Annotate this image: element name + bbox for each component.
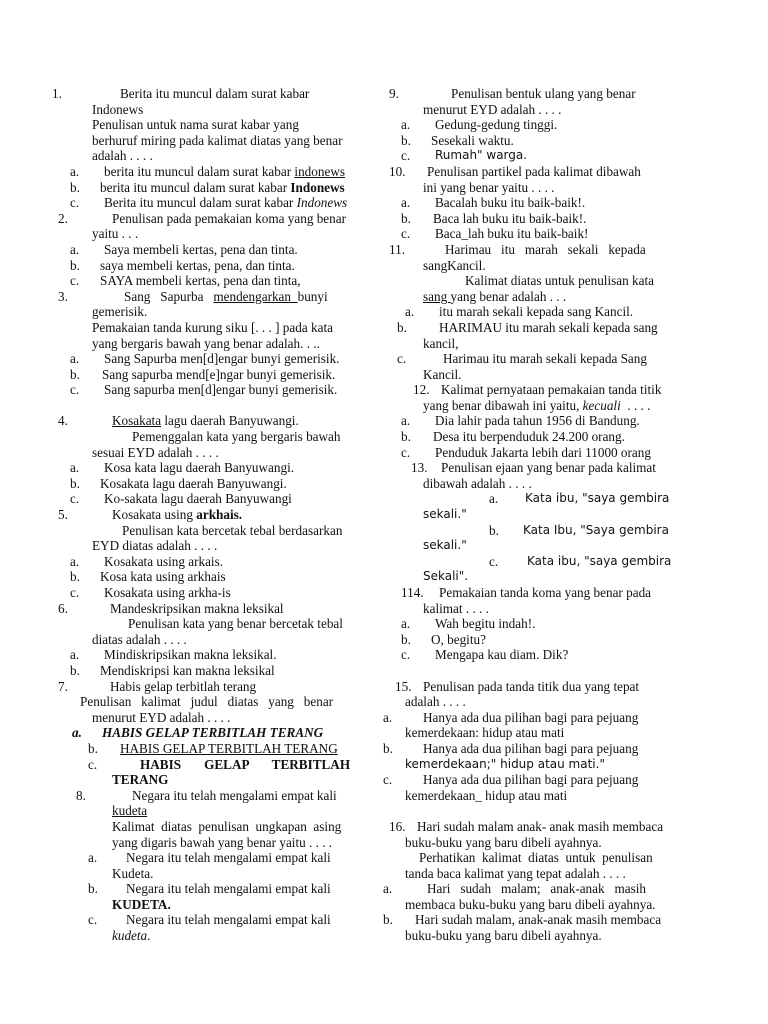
question-number: 4.: [58, 413, 68, 429]
option-label: a.: [489, 491, 499, 507]
question-text: Indonews: [92, 101, 144, 117]
option-text: Sesekali waktu.: [431, 132, 514, 148]
option-text: Hanya ada dua pilihan bagi para pejuang: [423, 740, 639, 756]
option-text: buku-buku yang baru dibeli ayahnya.: [405, 928, 602, 944]
option-c[interactable]: [383, 554, 679, 570]
option-text: Rumah" warga.: [435, 148, 528, 163]
option-label: c.: [401, 444, 411, 460]
option-label: b.: [70, 179, 80, 195]
option-text: berita itu muncul dalam surat kabar: [100, 179, 291, 195]
option-label: a.: [401, 616, 411, 632]
option-text: Negara itu telah mengalami empat kali: [126, 850, 331, 866]
option-label: b.: [70, 662, 80, 678]
option-label: a.: [401, 117, 411, 133]
option-a[interactable]: [52, 351, 366, 367]
question-text: buku-buku yang baru dibeli ayahnya.: [405, 834, 602, 850]
question-text: Habis gelap terbitlah terang: [110, 678, 257, 694]
option-a[interactable]: [383, 710, 679, 726]
question-text: Penulisan partikel pada kalimat dibawah: [427, 163, 641, 179]
question-3: [52, 289, 366, 305]
option-b[interactable]: [383, 211, 679, 227]
option-text: HABIS GELAP TERBITLAH TERANG: [102, 725, 324, 741]
option-text: Baca_lah buku itu baik-baik!: [435, 226, 589, 242]
option-label: b.: [401, 631, 411, 647]
option-text: saya membeli kertas, pena, dan tinta.: [100, 257, 295, 273]
option-label: a.: [70, 163, 80, 179]
option-label: c.: [70, 273, 80, 289]
question-text: Penulisan ejaan yang benar pada kalimat: [441, 460, 656, 476]
question-text: Pemakaian tanda kurung siku [. . . ] pada kata: [92, 319, 333, 335]
option-label: a.: [70, 460, 80, 476]
option-text: kudeta: [112, 928, 148, 944]
option-text: Kosa kata lagu daerah Banyuwangi.: [104, 460, 295, 476]
option-label: a.: [88, 850, 98, 866]
option-label: c.: [401, 647, 411, 663]
option-c[interactable]: [383, 647, 679, 663]
option-a[interactable]: [383, 616, 679, 632]
question-text: Kalimat diatas untuk penulisan kata: [465, 273, 654, 289]
option-a[interactable]: [383, 117, 679, 133]
option-label: a.: [70, 647, 80, 663]
option-b[interactable]: [383, 523, 679, 539]
right-column: [383, 86, 679, 944]
option-c[interactable]: [383, 351, 679, 367]
question-text: gemerisik.: [92, 304, 148, 320]
option-word: indonews: [294, 163, 345, 179]
option-label: c.: [70, 491, 80, 507]
question-text: . . . .: [620, 397, 651, 413]
option-label: b.: [383, 740, 393, 756]
option-a[interactable]: [52, 164, 366, 180]
option-text: Kudeta.: [112, 865, 154, 881]
question-text: bunyi: [297, 288, 328, 304]
question-text: berhuruf miring pada kalimat diatas yang benar: [92, 132, 343, 148]
option-text: HARIMAU itu marah sekali kepada sang: [439, 319, 658, 335]
option-text: sekali.": [423, 507, 467, 522]
underlined-word: sang: [423, 288, 451, 304]
question-text: Kalimat pernyataan pemakaian tanda titik: [441, 382, 662, 398]
option-label: a.: [401, 195, 411, 211]
question-text: yang digaris bawah yang benar yaitu . . . .: [112, 834, 333, 850]
option-text: HABIS GELAP TERBITLAH: [140, 756, 351, 772]
option-b[interactable]: [52, 741, 366, 757]
question-15: [383, 679, 679, 695]
option-text: itu marah sekali kepada sang Kancil.: [439, 304, 634, 320]
option-text: Kata ibu, "saya gembira: [527, 553, 672, 568]
option-label: b.: [489, 522, 499, 538]
option-word: Indonews: [296, 195, 348, 211]
option-a[interactable]: [52, 242, 366, 258]
option-b[interactable]: [52, 476, 366, 492]
option-label: c.: [489, 553, 499, 569]
question-text: dibawah adalah . . . .: [423, 475, 532, 491]
option-c[interactable]: [383, 445, 679, 461]
option-text: Hanya ada dua pilihan bagi para pejuang: [423, 709, 639, 725]
question-text: Sang Sapurba: [124, 288, 214, 304]
option-b[interactable]: [52, 258, 366, 274]
question-text: Harimau itu marah sekali kepada: [445, 241, 646, 257]
question-16: [383, 819, 679, 835]
question-number: 13.: [411, 460, 428, 476]
option-text: Sang Sapurba men[d]engar bunyi gemerisik.: [104, 351, 340, 367]
option-text: Negara itu telah mengalami empat kali: [126, 881, 331, 897]
question-6: [52, 601, 366, 617]
option-label: a.: [383, 709, 393, 725]
punctuation: .: [147, 928, 151, 944]
option-text: Ko-sakata lagu daerah Banyuwangi: [104, 491, 292, 507]
question-text: Penulisan kalimat judul diatas yang benar: [80, 694, 334, 710]
bold-word: arkhais.: [196, 507, 243, 523]
option-text: kemerdekaan: hidup atau mati: [405, 725, 565, 741]
question-text: yaitu . . .: [92, 226, 139, 242]
option-text: Harimau itu marah sekali kepada Sang: [443, 351, 647, 367]
option-label: a.: [70, 553, 80, 569]
question-text: sangKancil.: [423, 257, 486, 273]
option-label: c.: [401, 226, 411, 242]
option-c[interactable]: [383, 226, 679, 242]
option-a[interactable]: [52, 647, 366, 663]
option-a[interactable]: [383, 491, 679, 507]
option-label: a.: [70, 241, 80, 257]
option-text: Mendiskripsi kan makna leksikal: [100, 662, 275, 678]
question-text: yang bergaris bawah yang benar adalah. . ..: [92, 335, 320, 351]
option-text: Baca lah buku itu baik-baik!.: [433, 210, 587, 226]
option-b[interactable]: [52, 367, 366, 383]
question-number: 2.: [58, 210, 68, 226]
option-text: membaca buku-buku yang baru dibeli ayahnya.: [405, 896, 656, 912]
option-a[interactable]: [383, 881, 679, 897]
option-label: b.: [70, 475, 80, 491]
question-text: diatas adalah . . . .: [92, 631, 187, 647]
option-text: Gedung-gedung tinggi.: [435, 117, 558, 133]
option-text: KUDETA.: [112, 896, 171, 912]
option-b[interactable]: [52, 180, 366, 196]
option-a[interactable]: [383, 304, 679, 320]
option-text: berita itu muncul dalam surat kabar: [104, 163, 295, 179]
question-text: Mandeskripsikan makna leksikal: [110, 600, 284, 616]
option-label: c.: [397, 351, 407, 367]
option-label: c.: [401, 148, 411, 164]
option-label: c.: [70, 382, 80, 398]
option-label: a.: [383, 881, 393, 897]
option-text: Kata Ibu, "Saya gembira: [523, 522, 669, 537]
question-text: Penulisan pada tanda titik dua yang tepat: [423, 678, 640, 694]
question-text: sesuai EYD adalah . . . .: [92, 444, 219, 460]
option-a[interactable]: [52, 460, 366, 476]
option-text: Kosakata using arkais.: [104, 553, 224, 569]
question-number: 114.: [401, 585, 424, 600]
option-label: c.: [383, 772, 393, 788]
option-label: b.: [70, 569, 80, 585]
option-text: SAYA membeli kertas, pena dan tinta,: [100, 273, 301, 289]
option-label: b.: [70, 366, 80, 382]
question-1: [52, 86, 366, 102]
question-text: ini yang benar yaitu . . . .: [423, 179, 555, 195]
option-label: b.: [88, 740, 98, 756]
question-text: lagu daerah Banyuwangi.: [161, 413, 299, 429]
question-text: Penulisan pada pemakaian koma yang benar: [112, 210, 346, 226]
option-a[interactable]: [52, 554, 366, 570]
option-text: Sekali".: [423, 569, 469, 584]
option-text: Kosakata lagu daerah Banyuwangi.: [100, 475, 287, 491]
option-text: Wah begitu indah!.: [435, 616, 536, 632]
option-a[interactable]: [383, 195, 679, 211]
option-label: c.: [70, 195, 80, 211]
question-text: Pemakaian tanda koma yang benar pada: [439, 585, 652, 600]
option-a[interactable]: [52, 725, 366, 741]
question-13: [383, 460, 679, 476]
question-text: Kalimat diatas penulisan ungkapan asing: [112, 818, 342, 834]
left-column: [52, 86, 366, 944]
option-label: a.: [401, 413, 411, 429]
option-b[interactable]: [383, 429, 679, 445]
option-b[interactable]: [52, 881, 366, 897]
option-text: Kosakata using arkha-is: [104, 585, 231, 600]
option-b[interactable]: [383, 320, 679, 336]
question-text: kalimat . . . .: [423, 600, 489, 616]
question-text: Penulisan kata yang benar bercetak tebal: [128, 616, 343, 632]
option-text: Mindiskripsikan makna leksikal.: [104, 647, 277, 663]
option-text: Negara itu telah mengalami empat kali: [126, 912, 331, 928]
option-c[interactable]: [52, 585, 366, 601]
question-number: 11.: [389, 241, 405, 257]
option-text: Kosa kata using arkhais: [100, 569, 226, 585]
option-a[interactable]: [383, 413, 679, 429]
question-number: 15.: [395, 678, 412, 694]
option-text: Kancil.: [423, 366, 462, 382]
option-b[interactable]: [52, 663, 366, 679]
option-label: a.: [405, 304, 415, 320]
question-text: Penulisan kata bercetak tebal berdasarkan: [122, 522, 343, 538]
option-label: b.: [88, 881, 98, 897]
option-label: c.: [70, 585, 80, 600]
question-text: menurut EYD adalah . . . .: [423, 101, 562, 117]
option-a[interactable]: [52, 850, 366, 866]
option-text: O, begitu?: [431, 631, 486, 647]
option-c[interactable]: [383, 772, 679, 788]
option-label: c.: [88, 912, 98, 928]
option-c[interactable]: [52, 382, 366, 398]
question-11: [383, 242, 679, 258]
option-label: c.: [88, 756, 98, 772]
question-text: menurut EYD adalah . . . .: [92, 709, 231, 725]
question-number: 5.: [58, 507, 68, 523]
question-number: 6.: [58, 600, 68, 616]
question-text: yang benar adalah . . .: [450, 288, 567, 304]
question-text: Penulisan untuk nama surat kabar yang: [92, 117, 299, 133]
option-label: b.: [401, 429, 411, 445]
option-c[interactable]: [383, 148, 679, 164]
option-label: a.: [70, 351, 80, 367]
option-label: b.: [383, 912, 393, 928]
option-label: b.: [401, 132, 411, 148]
option-text: Penduduk Jakarta lebih dari 11000 orang: [435, 444, 651, 460]
option-text: Mengapa kau diam. Dik?: [435, 647, 569, 663]
question-text: Kosakata using: [112, 507, 197, 523]
option-label: b.: [70, 257, 80, 273]
italic-word: kecuali: [582, 397, 621, 413]
question-text: kudeta: [112, 803, 148, 819]
option-label: a.: [72, 725, 82, 741]
option-label: b.: [397, 319, 407, 335]
question-number: 7.: [58, 678, 68, 694]
option-text: TERANG: [112, 772, 169, 788]
question-number: 10.: [389, 163, 406, 179]
option-text: Kata ibu, "saya gembira: [525, 491, 670, 506]
option-c[interactable]: [52, 757, 366, 773]
question-number: 3.: [58, 288, 68, 304]
question-text: Pemenggalan kata yang bergaris bawah: [132, 429, 341, 445]
question-7: [52, 679, 366, 695]
option-b[interactable]: [383, 741, 679, 757]
option-text: Berita itu muncul dalam surat kabar: [104, 195, 297, 211]
question-5: [52, 507, 366, 523]
option-text: HABIS GELAP TERBITLAH TERANG: [120, 740, 338, 756]
option-text: Bacalah buku itu baik-baik!.: [435, 195, 586, 211]
question-14: [383, 585, 679, 601]
question-text: EYD diatas adalah . . . .: [92, 538, 218, 554]
option-text: Saya membeli kertas, pena dan tinta.: [104, 241, 298, 257]
question-number: 1.: [52, 86, 62, 101]
option-text: Dia lahir pada tahun 1956 di Bandung.: [435, 413, 640, 429]
option-text: kemerdekaan;" hidup atau mati.": [405, 756, 605, 771]
option-b[interactable]: [52, 569, 366, 585]
question-8: [52, 788, 366, 804]
underlined-word: Kosakata: [112, 413, 162, 429]
option-text: Hari sudah malam; anak-anak masih: [427, 881, 646, 897]
question-text: yang benar dibawah ini yaitu,: [423, 397, 583, 413]
option-b[interactable]: [383, 133, 679, 149]
question-text: adalah . . . .: [92, 148, 153, 164]
option-c[interactable]: [52, 491, 366, 507]
option-text: Desa itu berpenduduk 24.200 orang.: [433, 429, 625, 445]
option-text: Sang sapurba men[d]engar bunyi gemerisik.: [104, 382, 338, 398]
option-b[interactable]: [383, 912, 679, 928]
question-2: [52, 211, 366, 227]
option-text: kemerdekaan_ hidup atau mati: [405, 787, 568, 803]
question-number: 12.: [413, 382, 430, 398]
underlined-word: mendengarkan: [213, 288, 298, 304]
question-number: 16.: [389, 818, 406, 834]
question-4: [52, 413, 366, 429]
question-number: 9.: [389, 86, 399, 101]
option-label: b.: [401, 210, 411, 226]
question-text: Hari sudah malam anak- anak masih membaca: [417, 818, 664, 834]
option-c[interactable]: [52, 195, 366, 211]
option-text: kancil,: [423, 335, 459, 351]
question-text: Perhatikan kalimat diatas untuk penulisan: [419, 850, 653, 866]
question-text: adalah . . . .: [405, 694, 466, 710]
option-text: Sang sapurba mend[e]ngar bunyi gemerisik.: [102, 366, 336, 382]
option-text: Hanya ada dua pilihan bagi para pejuang: [423, 772, 639, 788]
question-text: Berita itu muncul dalam surat kabar: [120, 86, 310, 101]
option-c[interactable]: [52, 912, 366, 928]
option-word: Indonews: [290, 179, 345, 195]
option-b[interactable]: [383, 632, 679, 648]
question-12: [383, 382, 679, 398]
question-9: [383, 86, 679, 102]
question-10: [383, 164, 679, 180]
question-text: tanda baca kalimat yang tepat adalah . . . .: [405, 865, 626, 881]
option-text: Hari sudah malam, anak-anak masih membaca: [415, 912, 662, 928]
option-c[interactable]: [52, 273, 366, 289]
question-text: Penulisan bentuk ulang yang benar: [451, 86, 636, 101]
question-number: 8.: [76, 787, 86, 803]
option-text: sekali.": [423, 538, 467, 553]
question-text: Negara itu telah mengalami empat kali: [132, 787, 337, 803]
